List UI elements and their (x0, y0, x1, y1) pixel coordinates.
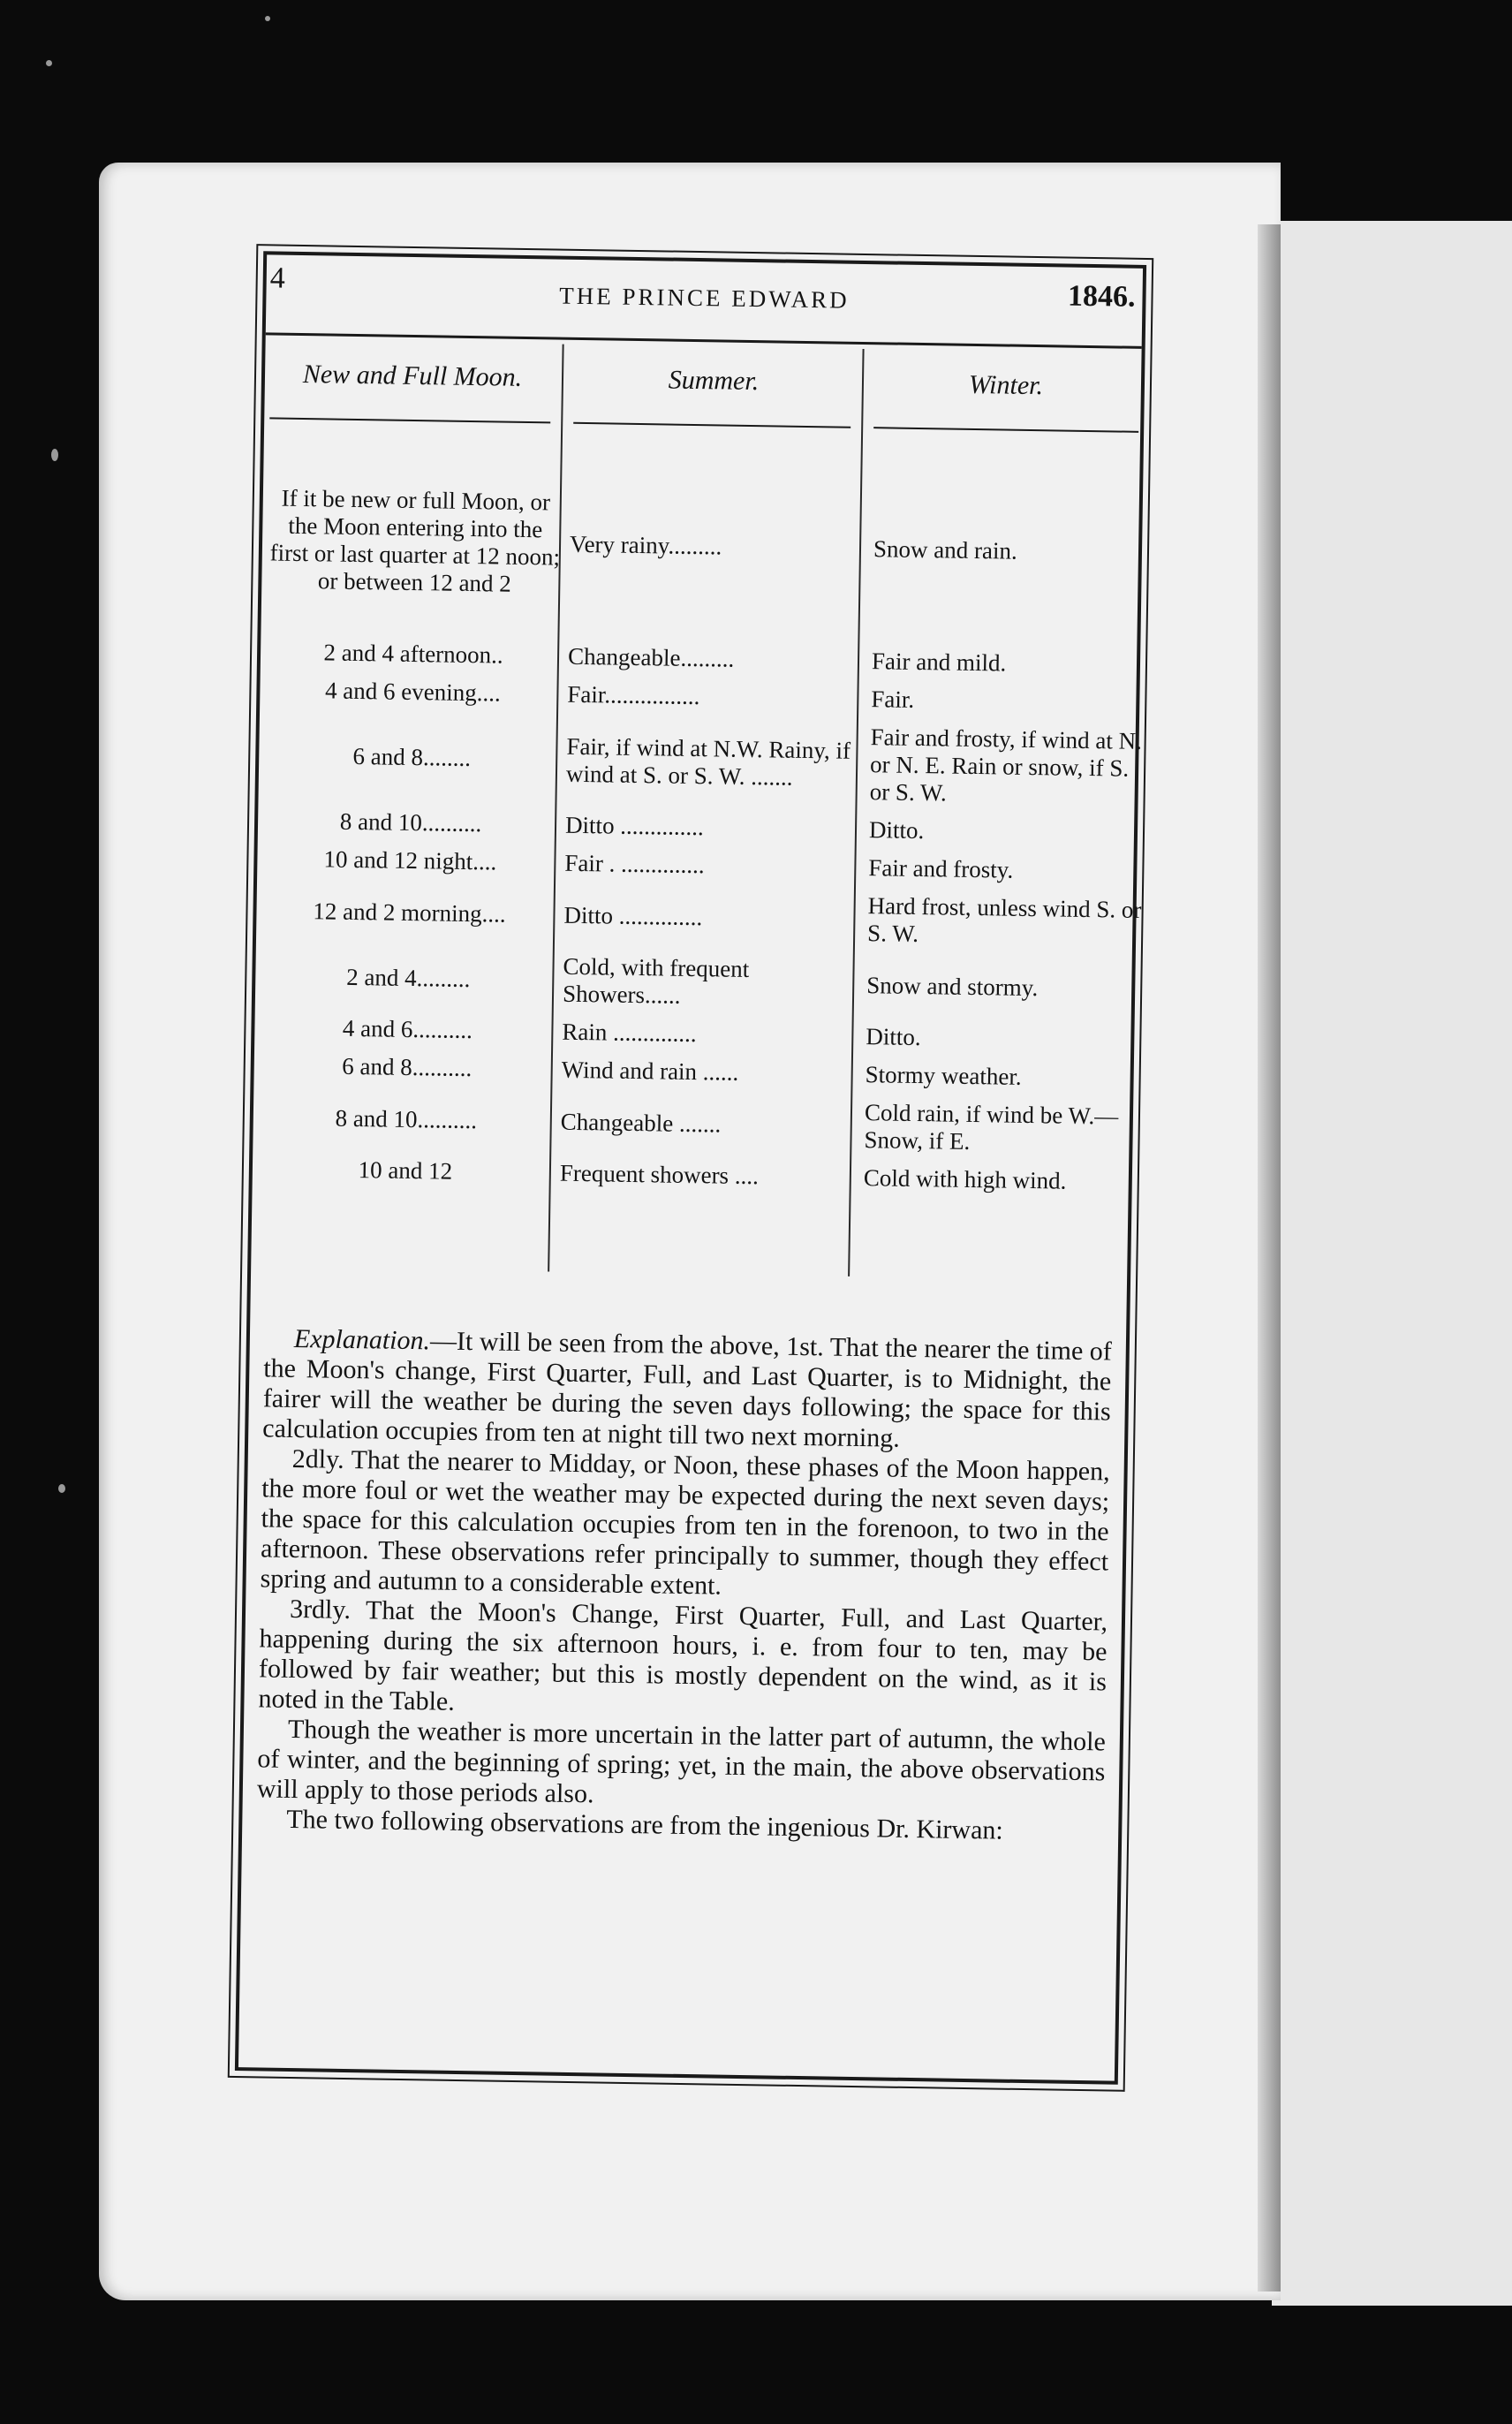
winter-cell: Fair. (871, 686, 915, 713)
film-speck (265, 16, 270, 21)
winter-cell: Ditto. (868, 816, 925, 845)
summer-cell: Ditto .............. (563, 901, 703, 930)
time-cell: 8 and 10.......... (339, 807, 482, 837)
winter-cell: Cold rain, if wind be W.—Snow, if E. (864, 1099, 1119, 1155)
winter-cell: Snow and stormy. (866, 971, 1039, 1001)
time-cell: 2 and 4 afternoon.. (323, 639, 503, 669)
scanned-page (99, 163, 1281, 2300)
explanation-paragraph-4: Though the weather is more uncertain in the latter part of autumn, the whole of winter, and the beginning of spring; yet, in the main, the above observations will apply to those periods also. (256, 1714, 1107, 1809)
summer-cell: Fair . .............. (564, 849, 705, 879)
summer-cell: Fair, if wind at N.W. Rainy, if wind at S. or S. W. ....... (565, 732, 851, 791)
time-cell: 8 and 10.......... (335, 1104, 478, 1133)
time-cell: 10 and 12 night.... (323, 845, 497, 875)
time-cell: 4 and 6.......... (342, 1014, 473, 1044)
time-cell: 10 and 12 (358, 1156, 453, 1185)
explanation-text (256, 1323, 1112, 1847)
winter-cell: Fair and mild. (871, 648, 1007, 677)
year-label: 1846. (1067, 279, 1136, 314)
explanation-paragraph-5: The two following observations are from the ingenious Dr. Kirwan: (286, 1804, 1004, 1845)
time-cell: 4 and 6 evening.... (324, 677, 501, 707)
weather-table (254, 445, 1160, 1201)
explanation-label: Explanation. (293, 1323, 431, 1356)
time-cell: If it be new or full Moon, or the Moon entering into the first or last quarter at 12 noon; or between 12 and 2 (269, 484, 561, 597)
table-row (262, 445, 1159, 647)
time-cell: 6 and 8........ (352, 742, 472, 772)
time-cell: 12 and 2 morning.... (313, 897, 506, 928)
summer-cell: Changeable......... (567, 642, 735, 672)
page-number: 4 (269, 261, 286, 295)
summer-cell: Very rainy......... (569, 530, 722, 559)
explanation-paragraph-3: 3rdly. That the Moon's Change, First Quarter, Full, and Last Quarter, happening during the six afternoon hours, i. e. from four to ten, may be followed by fair weather; but this is mostly dependent on the wind, as it is noted in the Table. (258, 1594, 1108, 1716)
winter-cell: Hard frost, unless wind S. or S. W. (866, 892, 1142, 948)
film-speck (46, 60, 52, 66)
winter-cell: Fair and frosty. (868, 854, 1014, 883)
explanation-paragraph-2: 2dly. That the nearer to Midday, or Noon, these phases of the Moon happen, the more foul or wet the weather may be expected during the next seven days; the space for this calculation occupies from ten in the forenoon, to two in the afternoon. These observations refer principally to summer, though they effect spring and autumn to a considerable extent. (260, 1443, 1110, 1601)
summer-cell: Rain .............. (562, 1018, 697, 1048)
film-speck (58, 1484, 65, 1493)
header-rule (266, 332, 1142, 349)
column-header-summer: Summer. (668, 365, 760, 397)
column-header-winter: Winter. (968, 369, 1044, 401)
winter-cell: Cold with high wind. (863, 1164, 1067, 1194)
winter-cell: Ditto. (866, 1023, 921, 1051)
summer-cell: Changeable ....... (560, 1108, 722, 1138)
page-gutter-shadow (1258, 224, 1281, 2291)
summer-cell: Cold, with frequent Showers...... (562, 952, 750, 1009)
time-cell: 6 and 8.......... (342, 1052, 472, 1082)
facing-page (1272, 221, 1512, 2306)
winter-cell: Fair and frosty, if wind at N. or N. E. Rain or snow, if S. or S. W. (869, 723, 1143, 807)
film-speck (51, 449, 58, 461)
page-frame (235, 251, 1146, 2084)
summer-cell: Frequent showers .... (559, 1159, 760, 1190)
table-row (260, 708, 1155, 815)
summer-cell: Ditto .............. (564, 811, 705, 841)
time-cell: 2 and 4......... (345, 963, 471, 992)
running-head: THE PRINCE EDWARD (559, 282, 850, 314)
header-underline (269, 417, 550, 423)
winter-cell: Snow and rain. (873, 534, 1017, 564)
explanation-paragraph-1: Explanation.—It will be seen from the above, 1st. That the nearer the time of the Moon's change, First Quarter, Full, and Last Quarter, is to Midnight, the fairer will the weather be during the seven days following; the space for this calculation occupies from ten at night till two next morning. (262, 1323, 1113, 1453)
column-header-moon: New and Full Moon. (302, 359, 523, 392)
summer-cell: Wind and rain ...... (561, 1056, 739, 1086)
header-underline (873, 427, 1138, 433)
winter-cell: Stormy weather. (865, 1061, 1022, 1090)
header-underline (573, 422, 850, 428)
summer-cell: Fair................ (567, 680, 700, 710)
